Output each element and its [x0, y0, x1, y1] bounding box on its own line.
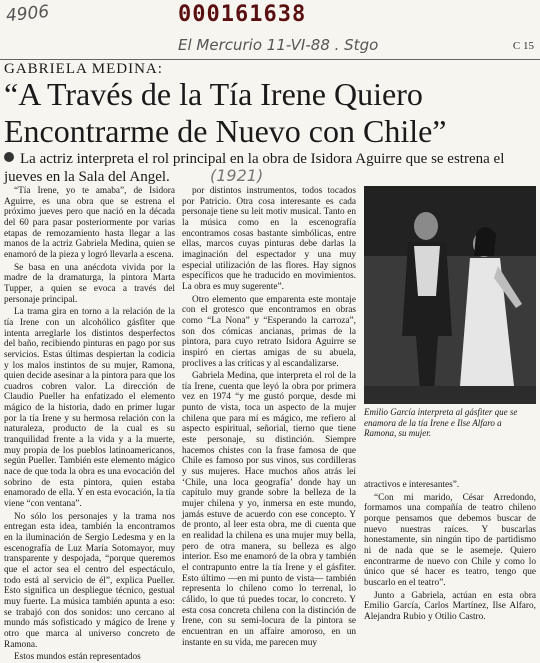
paragraph: Otro elemento que emparenta este montaje con el grotesco que encontramos en obras como “La Nona” y “Esperando la carroza”, son dos cómicas ancianas, primas de la pintora, para cuyo retrato Isidora Aguirre se inspiró en ciertas amigas de su abuela, proclives a las críticas y al escandalizarse. [182, 294, 356, 369]
deck [4, 150, 536, 186]
paragraph: “Tía Irene, yo te amaba”, de Isidora Aguirre, es una obra que se estrena el próximo jueves pero que nació en la década del 60 para pasar posteriormente por varias etapas de remozamiento hasta llegar a las manos de la actriz Gabriela Medina, quien se enamoró de la pieza y logró llevarla a escena. [4, 186, 175, 260]
article-column-3 [364, 480, 536, 622]
stage-photo [364, 186, 536, 404]
photo-caption: Emilio García interpreta al gásfiter que se enamora de la tía Irene e Ilse Alfaro a Ramona, su mujer. [364, 407, 518, 438]
handwritten-year-note: (1921) [210, 166, 264, 185]
kicker: GABRIELA MEDINA: [4, 61, 163, 77]
article-column-2 [182, 186, 356, 648]
page-number: C 15 [512, 40, 534, 52]
paragraph: Estos mundos están representados [14, 652, 141, 663]
paragraph: Junto a Gabriela, actúan en esta obra Emilio García, Carlos Martínez, Ilse Alfaro, Alejandra Rubio y Otilio Castro. [364, 590, 536, 622]
paragraph: Gabriela Medina, que interpreta el rol de la tía Irene, cuenta que leyó la obra por primera vez en 1974 “y me gustó porque, desde mi punto de vista, toca un aspecto de la mujer chilena que para mí es mágico, me refiero al aspecto espiritual, señorial, tierno que tiene este personaje, su distinción. Siempre hacemos chistes con la frase famosa de que Chile es famoso por sus vinos, sus cordilleras y sus mujeres. Hace muchos años atrás leí ‘Chile, una loca geografía’ donde hay un capítulo muy grande sobre la belleza de la mujer chilena y yo, inmersa en este mundo, jamás estuve de acuerdo con ese concepto. Y de pronto, al leer esta obra, me di cuenta que en realidad la chilena es una mujer muy bella, pero de otra manera, su belleza es algo interior. Eso me enamoró de la obra y también el contrapunto entre la tía Irene y el gásfiter. Esto último —en mi punto de vista— también representa lo chileno como lo terrenal, lo cálido, lo que tú puedes tocar, lo concreto. Y esta cosa concreta chilena con la distinción de Irene, con su semi-locura de la pintora se encuentran en un affaire amoroso, en un instante en su vida, me parecen muy [182, 371, 356, 648]
headline: “A Través de la Tía Irene Quiero Encontrarme de Nuevo con Chile” [4, 76, 447, 149]
paragraph: No sólo los personajes y la trama nos entregan esta idea, también la encontramos en la iluminación de Sergio Ledesma y en la escenografía de Luz María Sotomayor, muy transparente y despojada, “porque queremos que el actor sea el centro del espectáculo, todo está al servicio de él”, explica Pueller. Esto significa un despliegue técnico, gestual muy fuerte. La música también apunta a eso: se trabajó con dos sonidos: uno cercano al mundo más sofisticado y mágico de Irene y otro que marca al universo concreto de Ramona. [4, 511, 175, 650]
deck-text: La actriz interpreta el rol principal en la obra de Isidora Aguirre que se estrena el jueves en la Sala del Angel. [4, 151, 505, 185]
paragraph: Se basa en una anécdota vivida por la madre de la dramaturga, la pintora Marta Tupper, a quien se evoca a través del personaje principal. [4, 262, 175, 305]
top-rule [0, 59, 540, 60]
paragraph: por distintos instrumentos, todos tocados por Patricio. Otra cosa interesante es cada personaje tiene su leit motiv musical. Tanto en la música como en la escenografía encontramos cosas bastante simbólicas, entre ellas, marcos cuyas pinturas debe darlas la imaginación del espectador y una muy especial utilización de las flores. Hay signos específicos que he traducido en movimientos. La obra es muy sugerente”. [182, 186, 356, 292]
handwritten-source-date: El Mercurio 11-VI-88 . Stgo [178, 36, 379, 54]
paragraph: “Con mi marido, César Arredondo, formamos una compañía de teatro chileno porque pensamos que debemos buscar de nuevo nuestras raíces. Y buscarlas honestamente, sin ningún tipo de partidismo ni de nada que se le asemeje. Quiero encontrarme de nuevo con Chile y como lo único que sé hacer es teatro, tengo que buscarlo en el teatro”. [364, 492, 536, 588]
paragraph: atractivos e interesantes”. [364, 480, 460, 490]
archive-number-stamp: 000161638 [178, 2, 307, 27]
article-column-1 [4, 186, 175, 663]
bullet-icon [4, 152, 14, 162]
paragraph: La trama gira en torno a la relación de la tía Irene con un alcohólico gásfiter que intenta arreglarle los distintos desperfectos del baño, recibiendo pinturas en pago por sus servicios. Estas últimas despiertan la codicia y los malos instintos de su mujer, Ramona, quien decide asesinar a la pintora para que los cuadros cobren valor. La dirección de Claudio Pueller ha enfatizado el elemento mágico de la historia, dado en primer lugar por la tía Irene y su hermosa relación con la naturaleza, producto de la cual es su tranquilidad frente a la vida y a la muerte, muy propia de los pueblos latinoamericanos, según Pueller. También este elemento mágico nace de que toda la obra es una evocación del sobrino de esta pintora, quien estaba enamorado de ella. Y en esta evocación, la tía viene “con ventana”. [4, 307, 175, 510]
handwritten-reference-number: 4906 [5, 1, 51, 27]
stage-photo-illustration [364, 186, 536, 404]
